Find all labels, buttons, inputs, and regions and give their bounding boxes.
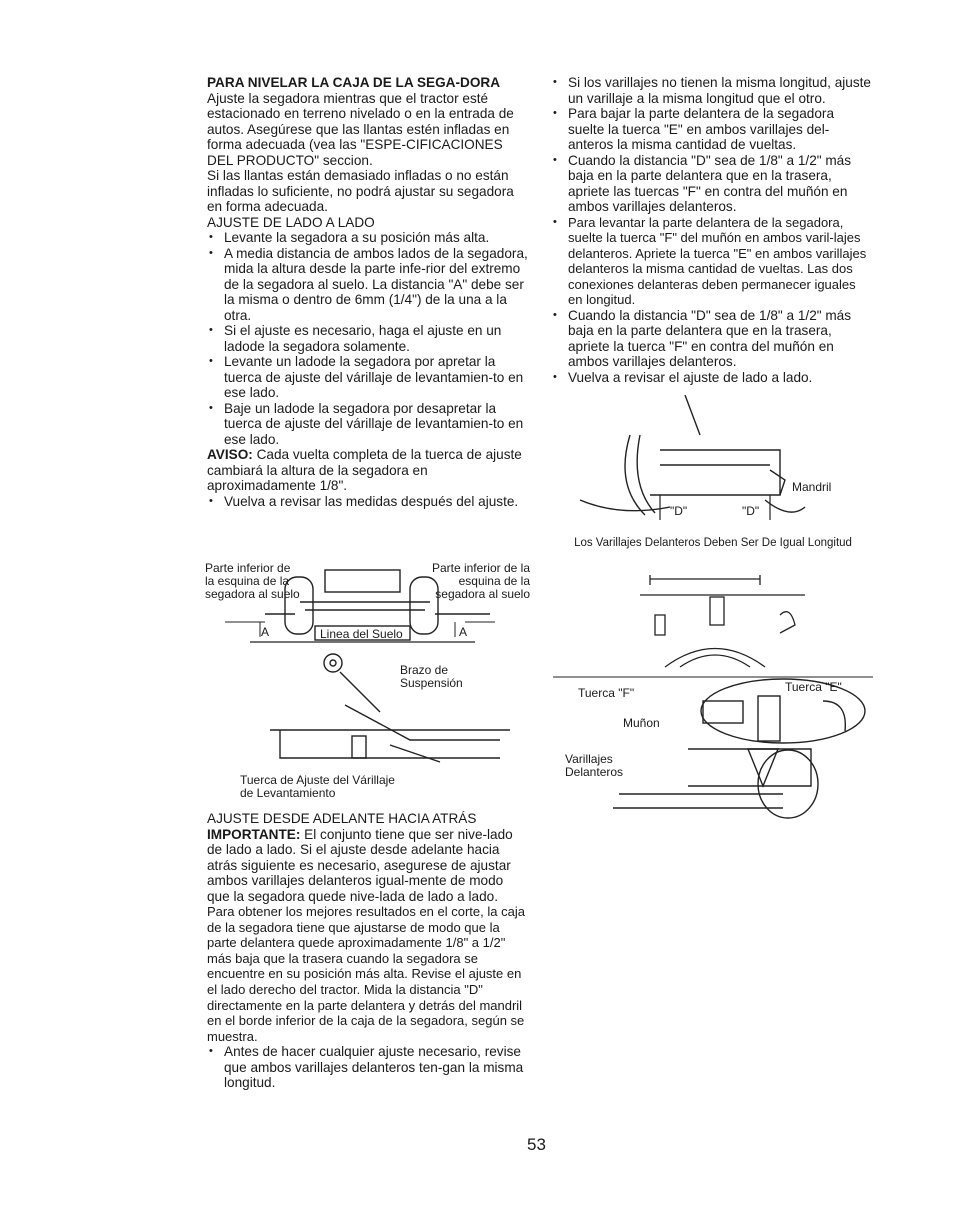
nut-adjust-figure [553, 676, 873, 826]
list-item: • Vuelva a revisar el ajuste de lado a lado. [553, 370, 873, 386]
aviso-text: Cada vuelta completa de la tuerca de ajuste cambiará la altura de la segadora en aproximadamente 1/8". [207, 447, 522, 493]
list-item: • Levante la segadora a su posición más alta. [207, 230, 529, 246]
a-right-label: A [459, 625, 468, 639]
leveling-intro: Ajuste la segadora mientras que el tractor esté estacionado en terreno nivelado o en la entrada de autos. Asegúrese que las llantas estén infladas en forma adecuada (vea las "ESPE-CIFICACIONES DEL PRODUCTO" seccion. [207, 90, 514, 168]
leveling-intro-tires: Si las llantas están demasiado infladas o no están infladas lo suficiente, no podrá ajustar su segadora en forma adecuada. [207, 168, 514, 214]
final-list [207, 1044, 529, 1091]
front-links-drawing [630, 575, 815, 670]
equal-length-caption: Los Varillajes Delanteros Deben Ser De Igual Longitud [574, 537, 852, 549]
adjusting-nut-label: Tuerca de Ajuste del Várillaje de Levantamiento [240, 773, 395, 800]
list-item: • A media distancia de ambos lados de la segadora, mida la altura desde la parte infe-rior del extremo de la segadora al suelo. La distancia "A" debe ser la misma o dentro de 6mm (1/4") de la una a la otra. [207, 246, 529, 324]
ground-line-label: Linea del Suelo [320, 627, 403, 641]
lift-link-figure [240, 650, 525, 805]
side-measurement-figure [205, 562, 530, 647]
trunnion-label: Muñon [623, 716, 660, 730]
left-corner-label: Parte inferior de la esquina de la segadora al suelo [205, 561, 300, 601]
list-item: • Vuelva a revisar las medidas después del ajuste. [207, 494, 529, 510]
left-column [207, 75, 529, 509]
page-number: 53 [527, 1135, 546, 1154]
d-rear-label: "D" [742, 504, 760, 518]
suspension-arm-label: Brazo de Suspensión [400, 663, 463, 690]
aviso-note [207, 447, 529, 494]
list-item: • Antes de hacer cualquier ajuste necesario, revise que ambos varillajes delanteros ten-gan la misma longitud. [207, 1044, 529, 1091]
list-item: • Cuando la distancia "D" sea de 1/8" a 1/2" más baja en la parte delantera que en la trasera, apriete las tuercas "F" en contra del muñón en ambos varillajes delanteros. [553, 153, 873, 215]
aviso-label: AVISO: [207, 447, 253, 462]
front-to-back-heading: AJUSTE DESDE ADELANTE HACIA ATRÁS [207, 811, 477, 826]
front-links-label: Varillajes Delanteros [565, 752, 624, 779]
list-item: • Para bajar la parte delantera de la segadora suelte la tuerca "E" en ambos varillajes del-anteros la misma cantidad de vueltas. [553, 106, 873, 153]
nut-e-label: Tuerca "E" [785, 680, 842, 694]
mower-deck-side-drawing [570, 395, 870, 525]
right-column [553, 75, 873, 385]
list-item: • Para levantar la parte delantera de la segadora, suelte la tuerca "F" del muñón en ambos varil-lajes delanteros. Apriete la tuerca "E" en ambos varillajes delanteros la misma cantidad de vueltas. Las dos conexiones delanteras deben permanecer iguales en longitud. [553, 215, 873, 308]
right-corner-label: Parte inferior de la esquina de la segadora al suelo [431, 561, 530, 601]
after-aviso-list [207, 494, 529, 510]
left-lower-column [207, 811, 529, 1091]
suspension-arm-drawing [240, 650, 525, 770]
front-adjust-list [553, 75, 873, 385]
importante-label: IMPORTANTE: [207, 826, 301, 842]
nut-f-label: Tuerca "F" [578, 686, 635, 700]
importante-note [207, 827, 529, 905]
leveling-heading: PARA NIVELAR LA CAJA DE LA SEGA-DORA [207, 75, 501, 90]
a-left-label: A [261, 625, 270, 639]
d-front-label: "D" [670, 504, 688, 518]
equal-links-figure [630, 575, 815, 670]
mandril-label: Mandril [792, 480, 832, 494]
importante-text: El conjunto tiene que ser nive-lado de lado a lado. Si el ajuste desde adelante hacia atrás siguiente es necesario, asegurese de ajustar ambos varillajes delanteros igual-mente de modo que la segadora quede nive-lada de lado a lado. [207, 826, 513, 904]
list-item: • Levante un ladode la segadora por apretar la tuerca de ajuste del várillaje de levantamien-to en ese lado. [207, 354, 529, 401]
side-to-side-heading: AJUSTE DE LADO A LADO [207, 214, 375, 230]
mandril-distance-figure [570, 395, 870, 525]
side-to-side-list [207, 230, 529, 447]
list-item: • Si los varillajes no tienen la misma longitud, ajuste un varillaje a la misma longitud que el otro. [553, 75, 873, 106]
best-results-text: Para obtener los mejores resultados en el corte, la caja de la segadora tiene que ajustarse de modo que la parte delantera quede aproximadamente 1/8" a 1/2" más baja que la trasera cuando la segadora se encuentre en su posición más alta. Revise el ajuste en el lado derecho del tractor. Mida la distancia "D" directamente en la parte delantera y detrás del mandril en el borde inferior de la caja de la segadora, según se muestra. [207, 904, 525, 1044]
list-item: • Cuando la distancia "D" sea de 1/8" a 1/2" más baja en la parte delantera que en la trasera, apriete la tuerca "F" en contra del muñón en ambos varillajes delanteros. [553, 308, 873, 370]
list-item: • Baje un ladode la segadora por desapretar la tuerca de ajuste del várillaje de levantamien-to en ese lado. [207, 401, 529, 448]
list-item: • Si el ajuste es necesario, haga el ajuste en un ladode la segadora solamente. [207, 323, 529, 354]
